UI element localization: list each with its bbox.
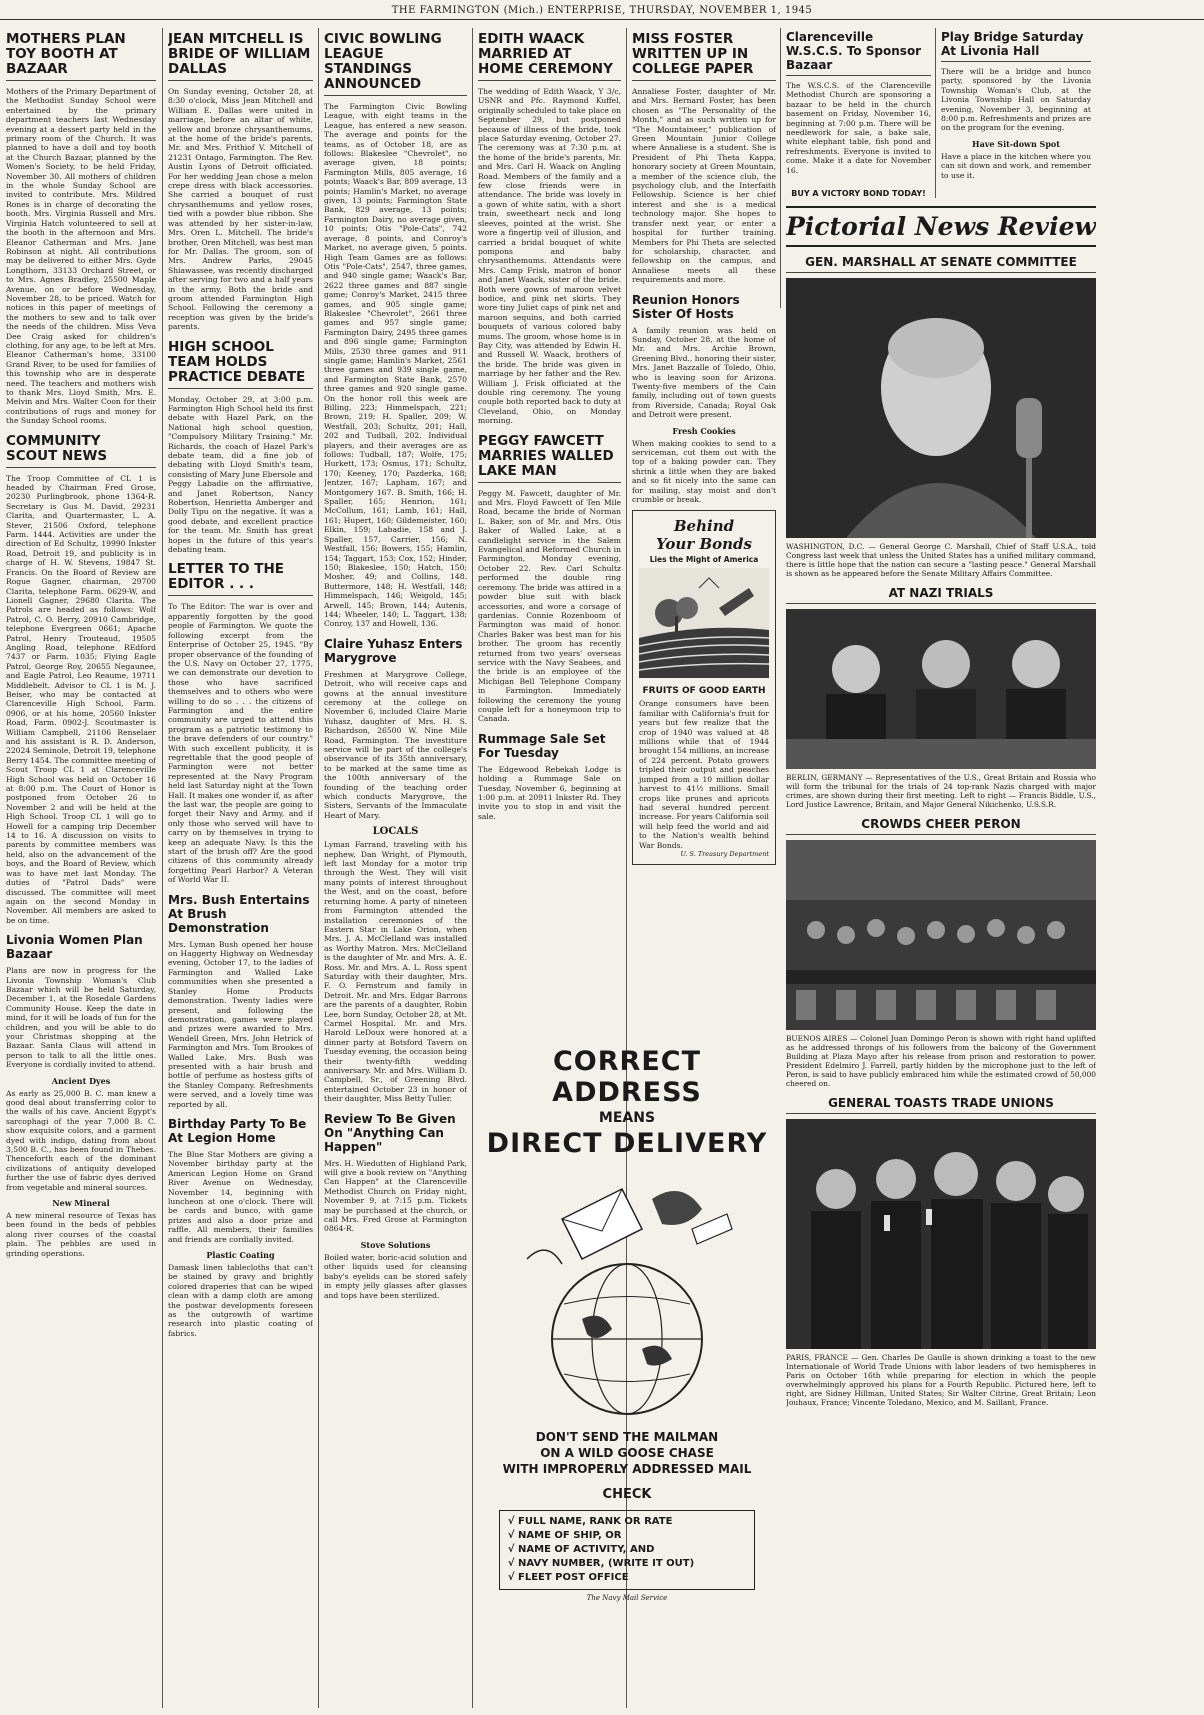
filler-new-mineral: A new mineral resource of Texas has been found in the beds of pebbles along river courses of the coastal plain. The pebbles are used in grinding operations. [6,1211,156,1258]
filler-fresh-cookies: When making cookies to send to a serviceman, cut them out with the top of a baking powder can. They shrink a little when they are baked and so fit nicely into the same can for mailing, stay moist and don't crumble or break. [632,438,776,505]
mail-ad-credit: The Navy Mail Service [586,1594,668,1602]
headline-locals: LOCALS [372,826,419,838]
column-4 [478,28,621,1058]
article-reunion: A family reunion was held on Sunday, October 28, at the home of Mr. and Mrs. Archie Brown, Greening Blvd., honoring their sister, Mrs. Janet Bazzalle of Toledo, Ohio, who is leaving soon for Arizona. Twenty-five members of the Cain family, including out of town guests from Riverside, Canada; Royal Oak and Detroit were present. [632,325,776,420]
war-bond-ad [632,510,776,865]
photo-de-gaulle [786,1119,1096,1349]
headline-high-school-debate: HIGH SCHOOL TEAM HOLDS PRACTICE DEBATE [168,340,313,389]
headline-jean-mitchell: JEAN MITCHELL IS BRIDE OF WILLIAM DALLAS [168,32,313,81]
de-gaulle-photo-art [786,1119,1096,1349]
filler-head-stove-solutions: Stove Solutions [360,1239,431,1250]
article-livonia-bridge: There will be a bridge and bunco party, sponsored by the Livonia Township Woman's Club, at the Livonia Township Hall on Saturday evening, November 3, beginning at 8:00 p.m. Refreshments and prizes are on the program for the evening. [941,67,1091,133]
article-livonia-bazaar: Plans are now in progress for the Livonia Township Woman's Club Bazaar which will be held Saturday, December 1, at the Rosedale Gardens Community House. Keep the date in mind, for it will be loads of fun for the children, and you will be able to do your Christmas shopping at the Bazaar. Santa Claus will attend in person to talk to all the little ones. Everyone is cordially invited to attend. [6,966,156,1070]
article-peggy-fawcett: Peggy M. Fawcett, daughter of Mr. and Mrs. Floyd Fawcett of Ten Mile Road, became the bride of Norman L. Baker, son of Mr. and Mrs. Otis Baker of Walled Lake, at a candlelight service in the Salem Evangelical and Reformed Church in Farmington, Monday evening, October 22. Rev. Carl Schultz performed the double ring ceremony. The bride was attired in a powder blue suit with black accessories, and wore a corsage of gardenias. Connie Rozenboom of Farmington was maid of honor. Charles Baker was best man for his brother. The groom has recently returned from two years' overseas service with the Navy Seabees, and the bride is an employee of the Michigan Bell Telephone Company in Farmington. Immediately following the ceremony the young couple left for a honeymoon trip to Canada. [478,488,621,724]
article-locals: Lyman Farrand, traveling with his nephew, Dan Wright, of Plymouth, left last Monday for a motor trip through the West. They will visit many points of interest throughout the West, and on the coast, before returning home. A party of nineteen from Farmington attended the installation ceremonies of the Eastern Star in Lake Orion, when Mrs. J. A. McClelland was installed as Worthy Matron. Mrs. McClelland is the daughter of Mr. and Mrs. A. E. Ross. Mr. and Mrs. A. L. Ross spent Saturday with their daughter, Mrs. F. O. Fernstrum and family in Detroit. Mr. and Mrs. Edgar Barrons are the parents of a daughter, Robin Lee, born Sunday, October 28, at Mt. Carmel Hospital. Mr. and Mrs. Harold LeDoux were honored at a dinner party at Botsford Tavern on Tuesday evening, the occasion being their twenty-fifth wedding anniversary. Mr. and Mrs. William D. Campbell, Sr., of Greening Blvd. entertained October 23 in honor of their daughter, Miss Betty Tuller. [324,840,467,1104]
victory-bond-slogan: BUY A VICTORY BOND TODAY! [791,189,926,198]
column-rule [780,28,781,308]
bond-ad-line1: Behind [673,517,735,536]
filler-head-fresh-cookies: Fresh Cookies [672,425,736,436]
article-miss-foster: Annaliese Foster, daughter of Mr. and Mrs. Bernard Foster, has been chosen as "The Personality of the Month," and as such written up for "The Mountaineer," publication of Green Mountain Junior College where Annaliese is a student. She is President of Phi Theta Kappa, honorary society at Green Mountain, a member of the science club, the psychology club, and the Interfaith Fellowship. Science is her chief interest and she is a medical technology major. She hopes to transfer next year, or enter a hospital for further training. Members for Phi Theta are selected for scholarship, character, and fellowship on the campus, and Annaliese meets all these requirements and more. [632,87,776,285]
column-7 [941,28,1091,198]
bond-ad-line2: Your Bonds [656,535,752,554]
photo3-caption: BUENOS AIRES — Colonel Juan Domingo Peron is shown with right hand uplifted as he addressed throngs of his followers from the balcony of the Government Building at Plaza Mayo after his release from prison and restoration to power. President Edelmiro J. Farrell, partly hidden by the microphone just to the left of Peron, is said to have publicly embraced him while the estimated crowd of 50,000 cheered on. [786,1034,1096,1088]
photo3-headline: CROWDS CHEER PERON [786,817,1096,835]
mail-ad-line2: MEANS [598,1110,656,1126]
column-rule [935,28,936,198]
column-3 [324,28,467,1708]
column-rule [472,28,473,1708]
photo4-caption: PARIS, FRANCE — Gen. Charles De Gaulle is shown drinking a toast to the new Internationale of World Trade Unions with labor leaders of two hemispheres in Paris on October 16th while preparing for election in which the people overwhelmingly approved his plans for a Fourth Republic. Pictured here, left to right, are Sidney Hillman, United States; Sir Walter Citrine, Great Britain; Leon Jouhaux, France; Vincente Toledano, Mexico, and M. Saillant, France. [786,1353,1096,1407]
article-letter-editor: To The Editor: The war is over and apparently forgotten by the good people of Farmington. We quote the following excerpt from the Enterprise of October 25, 1945. "By proper observance of the founding of the U.S. Navy on October 27, 1775, we can demonstrate our devotion to those who have sacrificed themselves and to others who were willing to do so . . . the citizens of Farmington and the entire community are urged to attend this program as a patriotic testimony to the brave defenders of our country." With such excellent publicity, it is regrettable that the good people of Farmington were not better represented at the Navy Program held last Saturday night at the Town Hall. It makes one wonder if, as after the last war, the people are going to forget their Navy and Army, and if only those who served will have to carry on by themselves in trying to keep an adequate Navy. Is this the start of the brush off? Are the good citizens of this community already forgetting Pearl Harbor? A Veteran of World War II. [168,602,313,885]
mail-ad-line4: DON'T SEND THE MAILMAN [535,1430,719,1444]
headline-reunion: Reunion Honors Sister Of Hosts [632,292,740,321]
headline-mothers-plan: MOTHERS PLAN TOY BOOTH AT BAZAAR [6,32,156,81]
article-clarenceville-bazaar: The W.S.C.S. of the Clarenceville Methodist Church are sponsoring a bazaar to be held in the church basement on Friday, November 16, beginning at 7:00 p.m. There will be needlework for sale, a bake sale, white elephant table, fish pond and refreshments. Everyone is invited to come. Make it a date for November 16. [786,81,931,175]
headline-rummage-sale: Rummage Sale Set For Tuesday [478,731,606,760]
headline-clarenceville-bazaar: Clarenceville W.S.C.S. To Sponsor Bazaar [786,30,931,76]
article-birthday-party: The Blue Star Mothers are giving a November birthday party at the American Legion Home on Grand River Avenue on Wednesday, November 14, beginning with luncheon at one o'clock. There will be cards and bunco, with game prizes and also a door prize and raffle. All members, their families and friends are cordially invited. [168,1149,313,1244]
filler-ancient-dyes: As early as 25,000 B. C. man knew a good deal about transferring color to the walls of his cave. Ancient Egypt's sarcophagi of the year 7,000 B. C. show exquisite colors, and a garment dyed with indigo, dating from about 3,500 B. C., has been found in Thebes. Thenceforth each of the dominant civilizations of antiquity developed further the use of fabric dyes derived from vegetable and mineral sources. [6,1088,156,1192]
headline-mrs-bush: Mrs. Bush Entertains At Brush Demonstration [168,892,310,935]
checklist-item: √ FLEET POST OFFICE [507,1572,629,1583]
nazi-trials-photo-art [786,609,1096,769]
headline-scout-news: COMMUNITY SCOUT NEWS [6,434,156,468]
column-5 [632,28,776,1058]
column-6 [786,28,931,198]
article-mrs-bush: Mrs. Lyman Bush opened her house on Haggerty Highway on Wednesday evening, October 17, to the ladies of Farmington and Walled Lake communities when she presented a Stanley Home Products demonstration. Twenty ladies were present, and following the demonstration, games were played and prizes were awarded to Mrs. Wendell Green, Mrs. John Hetrick of Farmington and Mrs. Tom Brookes of Walled Lake. Mrs. Bush was presented with a hair brush and bottle of perfume as hostess gifts of the Stanley Company. Refreshments were served, and a lovely time was reported by all. [168,939,313,1109]
filler-stove-solutions: Boiled water, boric-acid solution and other liquids used for cleansing baby's eyelids can be stored safely in empty jelly glasses after glasses and tops have been sterilized. [324,1252,467,1300]
headline-civic-bowling: CIVIC BOWLING LEAGUE STANDINGS ANNOUNCED [324,32,467,96]
article-civic-bowling: The Farmington Civic Bowling League, with eight teams in the League, has entered a new season. The average and points for the teams, as of October 18, are as follows: Blakeslee "Chevrolet", no average given, 18 points; Farmington Mills, 805 average, 16 points; Waack's Bar, 809 average, 13 points; Hamlin's Market, no average given, 13 points; Farmington State Bank, 829 average, 13 points; Farmington Dairy, no average given, 10 points; Otis "Pole-Cats", 742 average, 8 points, and Conroy's Market, no average given, 5 points. High Team Games are as follows: Otis "Pole-Cats", 2547, three games, and 940 single game; Waack's Bar, 2622 three games and 887 single game; Conroy's Market, 2415 three games, and 905 single game; Blakeslee "Chevrolet", 2661 three games and 957 single game; Farmington Dairy, 2495 three games and 896 single game; Farmington Mills, 2530 three games and 911 single game; Hamlin's Market, 2561 three games and 939 single game, and Farmington State Bank, 2570 three games and 920 single game. On the honor roll this week are Billing, 223; Himmelspach, 221; Brown, 219; H. Spaller, 209; W. Westfall, 203; Schultz, 201; Hall, 202 and Tudball, 202. Individual players, and their averages are as follows: Tudball, 187; Wolfe, 175; Hurkett, 173; Osmus, 171; Schultz, 170; Keeney, 170; Pazderka, 168; Jentzer, 167; Lapham, 167; and Montgomery 167. B. Smith, 166; H. Spaller, 165; Henrion, 161; McCollum, 161; Lamb, 161; Hall, 161; Hupert, 160; Gildemeister, 160; Elkin, 159; Labadie, 158 and J. Spaller, 157. Carrier, 156; N. Westfall, 156; Bowers, 155; Hamlin, 154; Taggart, 153; Cox, 152; Hinder, 150; Blakeslee, 150; Hatch, 150; Mosher, 49; and Collins, 148. Buttermore, 148; H. Westfall, 148; Himmelspach, 146; Weigold, 145; Arwell, 145; Brown, 144; Autenis, 144; Wheeler, 140; L. Taggart, 138; Conroy, 137 and Howell, 136. [324,102,467,629]
filler-sit-down: Have a place in the kitchen where you can sit down and work, and remember to use it. [941,151,1091,180]
article-mothers-plan: Mothers of the Primary Department of the Methodist Sunday School were entertained by the primary department teachers last Wednesday evening at a dessert party held in the primary room of the Church. It was planned to have a doll and toy booth at the Church Bazaar, planned by the Women's Society, to be held Friday, November 30. All mothers of children in the whole Sunday School are invited to contribute. Mrs. Mildred Rones is in charge of decorating the booth. Mrs. Virginia Russell and Mrs. Virginia Hatch volunteered to sell at the booth in the afternoon and Mrs. Eleanor Catherman and Mrs. Jane Robinson at night. All contributions may be delivered to either Mrs. Gyde Longthorn, 33133 Orchard Street, or to Mrs. Agnes Bradley, 25500 Maple Avenue, on or before Wednesday, November 28, to be priced. Watch for notices in this paper of meetings of the mothers to sew and to talk over the needs of the children. Miss Veva Dee Craig asked for children's clothing, for any age, to be left at Mrs. Eleanor Catherman's home, 33100 Grand River, to be used for families of this township who are in desperate need. The teachers and mothers wish to thank Mrs. Lloyd Smith, Mrs. E. Melvin and Mrs. Walter Coon for their contributions of rugs and money for the Sunday School rooms. [6,87,156,426]
mail-ad-line6: WITH IMPROPERLY ADDRESSED MAIL [502,1462,752,1476]
photo-marshall [786,278,1096,538]
column-rule [318,28,319,1708]
article-book-review: Mrs. H. Wiedutten of Highland Park, will give a book review on "Anything Can Happen" at the Clarenceville Methodist Church on Friday night, November 9, at 7:15 p.m. Tickets may be purchased at the church, or call Mrs. Fred Grose at Farmington 0864-R. [324,1158,467,1234]
filler-head-plastic-coating: Plastic Coating [206,1250,275,1261]
article-jean-mitchell: On Sunday evening, October 28, at 8:30 o'clock, Miss Jean Mitchell and William E. Dallas were united in marriage, before an altar of white, yellow and bronze chrysanthemums, at the home of the bride's parents, Mr. and Mrs. Frithiof V. Mitchell of 21231 Ontago, Farmington. The Rev. Austin Lyons of Detroit officiated. For her wedding Jean chose a melon crepe dress with black accessories. She carried a bouquet of rust chrysanthemums and yellow roses, tied with a powder blue ribbon. She was attended by her sister-in-law, Mrs. Oren L. Mitchell. The bride's brother, Oren Mitchell, was best man for Mr. Dallas. The groom, son of Mrs. Andrew Parks, 29045 Shiawassee, was recently discharged after serving for two and a half years in the army. Both the bride and groom attended Farmington High School. Following the ceremony a reception was given by the bride's parents. [168,87,313,332]
photo1-headline: GEN. MARSHALL AT SENATE COMMITTEE [786,255,1096,273]
checklist-item: √ FULL NAME, RANK OR RATE [507,1516,673,1527]
pictorial-title: Pictorial News Review [786,206,1096,247]
headline-claire-yuhasz: Claire Yuhasz Enters Marygrove [324,636,463,665]
navy-mail-ad [478,1040,776,1705]
headline-birthday-party: Birthday Party To Be At Legion Home [168,1116,307,1145]
masthead: THE FARMINGTON (Mich.) ENTERPRISE, THURSDAY, NOVEMBER 1, 1945 [0,0,1204,20]
fruits-headline: FRUITS OF GOOD EARTH [642,686,766,697]
filler-plastic-coating: Damask linen tablecloths that can't be stained by gravy and brightly colored draperies that can be wiped clean with a damp cloth are among the postwar developments foreseen as the outgrowth of wartime research into plastic coating of fabrics. [168,1263,313,1338]
headline-livonia-bazaar: Livonia Women Plan Bazaar [6,933,143,962]
mail-ad-line3: DIRECT DELIVERY [486,1128,768,1159]
headline-book-review: Review To Be Given On "Anything Can Happen" [324,1111,456,1154]
headline-miss-foster: MISS FOSTER WRITTEN UP IN COLLEGE PAPER [632,32,776,81]
photo-peron [786,840,1096,1030]
filler-head-sit-down: Have Sit-down Spot [972,138,1060,149]
mail-ad-check: CHECK [602,1487,652,1502]
column-rule [162,28,163,1708]
checklist-item: √ NAME OF ACTIVITY, AND [507,1544,655,1555]
farm-field-illustration [639,568,769,678]
mail-ad-checklist [499,1510,755,1590]
photo-nazi-trials [786,609,1096,769]
headline-letter-editor: LETTER TO THE EDITOR . . . [168,562,313,596]
headline-peggy-fawcett: PEGGY FAWCETT MARRIES WALLED LAKE MAN [478,434,621,483]
mail-ad-line5: ON A WILD GOOSE CHASE [540,1446,714,1460]
mail-ad-line1: CORRECT ADDRESS [552,1046,702,1108]
article-high-school-debate: Monday, October 29, at 3:00 p.m. Farmington High School held its first debate with Hazel Park, on the National high school question, "Compulsory Military Training." Mr. Richards, the coach of Hazel Park's debate team, did a fine job of debating with Lloyd Smith's team, consisting of Mary June Ebersole and Peggy Labadie on the affirmative, and Janet Robertson, Nancy Robertson, Henrietta Amberger and Dolly Tipu on the negative. It was a good debate, and excellent practice for the team. Mr. Smith has great hopes in the future of this year's debating team. [168,394,313,555]
bond-ad-line3: Lies the Might of America [649,555,759,565]
column-1 [6,28,156,1708]
marshall-photo-art [786,278,1096,538]
article-edith-waack: The wedding of Edith Waack, Y 3/c, USNR and Pfc. Raymond Kuffel, originally scheduled to take place on September 29, but postponed because of illness of the bride, took place Saturday evening, October 27. The ceremony was at 7:30 p.m. at the home of the bride's parents, Mr. and Mrs. Carl H. Waack on Angling Road. Members of the family and a few close friends were in attendance. The bride was lovely in a gown of white satin, with a short train, sweetheart neck and long sleeves, pointed at the wrist. She wore a fingertip veil of illusion, and carried a bridal bouquet of white pompons and baby chrysanthemums. Attendants were Mrs. Camp Frisk, matron of honor and Janet Waack, sister of the bride. Both were gowns of maroon velvet bodice, and pink net skirts. They wore tiny Juliet caps of pink net and maroon sequins, and both carried bouquets of various colored baby mums. The groom, whose home is in Bay City, was attended by Edwin H. and Russell W. Waack, brothers of the bride. The bride was given in marriage by her father and the Rev. William J. Frisk officiated at the double ring ceremony. The young couple both reported back to duty at Cleveland, Ohio, on Monday morning. [478,87,621,426]
article-rummage-sale: The Edgewood Rebekah Lodge is holding a Rummage Sale on Tuesday, November 6, beginning at 1:00 p.m. at 20911 Inkster Rd. They invite you to stop in and visit the sale. [478,764,621,821]
globe-envelope-illustration [502,1169,752,1419]
fruits-article: Orange consumers have been familiar with California's fruit for years but few realize that the crop of 1940 was valued at 48 millions while that of 1944 brought 154 millions, an increase of 224 percent. Potato growers tripled their output and peaches jumped from a 10 million dollar harvest to 41½ millions. Small crops like prunes and apricots had several hundred percent increase. For years California soil will help feed the world and aid to the Nation's wealth behind War Bonds. [639,699,769,850]
photo1-caption: WASHINGTON, D.C. — General George C. Marshall, Chief of Staff U.S.A., told Congress last week that unless the United States has a unified military command, there is little hope that the nation can secure a "lasting peace." General Marshall is shown as he appeared before the Senate Military Affairs Committee. [786,542,1096,578]
column-2 [168,28,313,1708]
filler-head-ancient-dyes: Ancient Dyes [51,1075,111,1086]
fruits-credit: U. S. Treasury Department [680,849,769,858]
article-claire-yuhasz: Freshmen at Marygrove College, Detroit, who will receive caps and gowns at the annual investiture ceremony at the college on November 6, included Claire Marie Yuhasz, daughter of Mrs. H. S. Richardson, 26500 W. Nine Mile Road, Farmington. The investiture service will be part of the college's observance of its 35th anniversary, to be marked at the same time as the 100th anniversary of the founding of the teaching order which conducts Marygrove, the Sisters, Servants of the Immaculate Heart of Mary. [324,669,467,820]
photo2-caption: BERLIN, GERMANY — Representatives of the U.S., Great Britain and Russia who will form the tribunal for the trials of 24 top-rank Nazis charged with major crimes, are shown during their first meeting. Left to right — Francis Biddle, U.S., Lord Justice Lawrence, Britain, and Major General Nikichenko, U.S.S.R. [786,773,1096,809]
checklist-item: √ NAME OF SHIP, OR [507,1530,622,1541]
pictorial-news-review [786,200,1096,1705]
peron-photo-art [786,840,1096,1030]
photo2-headline: AT NAZI TRIALS [786,586,1096,604]
photo4-headline: GENERAL TOASTS TRADE UNIONS [786,1096,1096,1114]
checklist-item: √ NAVY NUMBER, (WRITE IT OUT) [507,1558,695,1569]
article-scout-news: The Troop Committee of CL 1 is headed by Chairman Fred Grose, 20230 Purlingbrook, phone 1364-R. Secretary is Gus M. David, 29231 Clarita, and Quartermaster, L. A. Stever, 21506 Oxford, telephone Farm. 1444. Activities are under the direction of Ed Schultz, 19990 Inkster Road, Detroit 19, and publicity is in charge of H. W. Stevens, 19847 St. Francis. On the Board of Review are Rogue Gagner, chairman, 29700 Clarita, telephone Farm. 0629-W, and Lionell Gagner, 29680 Clarita. The Patrols are headed as follows: Wolf Patrol, C. O. Berry, 20910 Cambridge, telephone Evergreen 0661; Apache Patrol, Henry Trouteaud, 19505 Angling Road, telephone REdford 7437 or Farm. 1035; Flying Eagle Patrol, George Roy, 20655 Negaunee, and Eagle Patrol, Leo Reaume, 19711 Middlebelt. Advisor to CL 1 is M. J. Beiser, who may be contacted at Clarenceville High School, Farm. 0906, or at his home, 20560 Inkster Road, Farm. 0902-J. Scoutmaster is William Campbell, 21106 Renselaer and his assistant is R. D. Anderson, 22024 Seminole, Detroit 19, telephone Berry 1454. The committee meeting of Scout Troop CL 1 at Clarenceville High School was held on October 16 at 8:00 p.m. The Court of Honor is postponed from October 26 to November 2 and will be held at the High School. Troop CL 1 will go to Howell for a camping trip December 14 to 16. A discussion on visits to parents by committee members was held, also on the advancement of the boys, and the Board of Review, which was to have met last Monday. The duties of "Patrol Dads" were discussed. The committee will meet again on the second Monday in November. All members are asked to be on time. [6,473,156,925]
headline-edith-waack: EDITH WAACK MARRIED AT HOME CEREMONY [478,32,621,81]
filler-head-new-mineral: New Mineral [52,1198,110,1209]
headline-livonia-bridge: Play Bridge Saturday At Livonia Hall [941,30,1091,62]
